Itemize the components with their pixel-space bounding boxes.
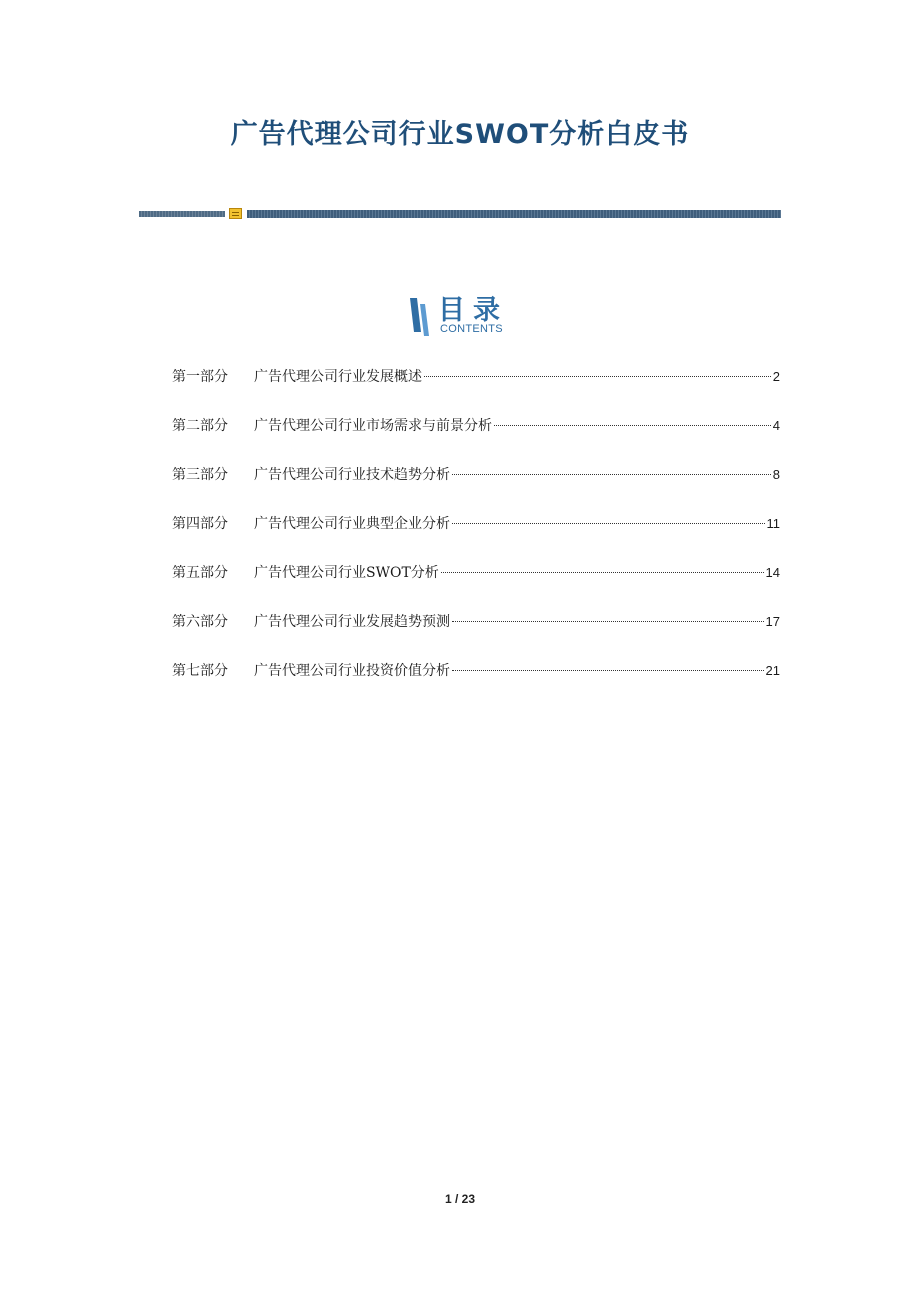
toc-entry-title: 广告代理公司行业SWOT分析: [254, 565, 439, 581]
toc-entry[interactable]: [172, 611, 780, 660]
toc-title: 目录: [438, 295, 508, 326]
toc-subtitle: CONTENTS: [440, 323, 503, 335]
toc-leader-dots: [452, 621, 764, 622]
toc-leader-dots: [452, 670, 764, 671]
toc-entry-title: 广告代理公司行业发展趋势预测: [254, 614, 450, 630]
divider-bar-right: [247, 210, 781, 218]
toc-entry-page: 21: [765, 663, 780, 678]
toc-entry-part: 第三部分: [172, 467, 228, 483]
toc-entry-part: 第一部分: [172, 369, 228, 385]
toc-entry-page: 4: [772, 418, 780, 433]
toc-entry-title: 广告代理公司行业发展概述: [254, 369, 422, 385]
title-divider: [139, 208, 781, 220]
toc-leader-dots: [452, 474, 771, 475]
toc-leader-dots: [424, 376, 771, 377]
toc-entry-page: 14: [765, 565, 780, 580]
toc-entry[interactable]: [172, 366, 780, 415]
table-of-contents: [172, 366, 780, 709]
toc-entry-part: 第四部分: [172, 516, 228, 532]
toc-entry-page: 2: [772, 369, 780, 384]
toc-leader-dots: [452, 523, 765, 524]
toc-entry-page: 8: [772, 467, 780, 482]
page-number: 1 / 23: [444, 1192, 476, 1206]
toc-header: [408, 294, 528, 338]
toc-entry-title: 广告代理公司行业技术趋势分析: [254, 467, 450, 483]
document-title: 广告代理公司行业SWOT分析白皮书: [230, 119, 690, 150]
toc-entry[interactable]: [172, 660, 780, 709]
toc-entry-part: 第五部分: [172, 565, 228, 581]
toc-leader-dots: [441, 572, 764, 573]
toc-entry-title: 广告代理公司行业投资价值分析: [254, 663, 450, 679]
emblem-icon: [229, 208, 242, 219]
toc-entry-part: 第七部分: [172, 663, 228, 679]
divider-bar-left: [139, 211, 225, 217]
toc-entry[interactable]: [172, 513, 780, 562]
toc-entry-title: 广告代理公司行业市场需求与前景分析: [254, 418, 492, 434]
toc-entry[interactable]: [172, 415, 780, 464]
toc-entry-title: 广告代理公司行业典型企业分析: [254, 516, 450, 532]
toc-mark-icon: [408, 296, 430, 336]
toc-entry-part: 第六部分: [172, 614, 228, 630]
toc-leader-dots: [494, 425, 771, 426]
toc-entry-page: 17: [765, 614, 780, 629]
toc-entry-part: 第二部分: [172, 418, 228, 434]
toc-entry[interactable]: [172, 562, 780, 611]
toc-entry[interactable]: [172, 464, 780, 513]
toc-entry-page: 11: [766, 516, 780, 531]
